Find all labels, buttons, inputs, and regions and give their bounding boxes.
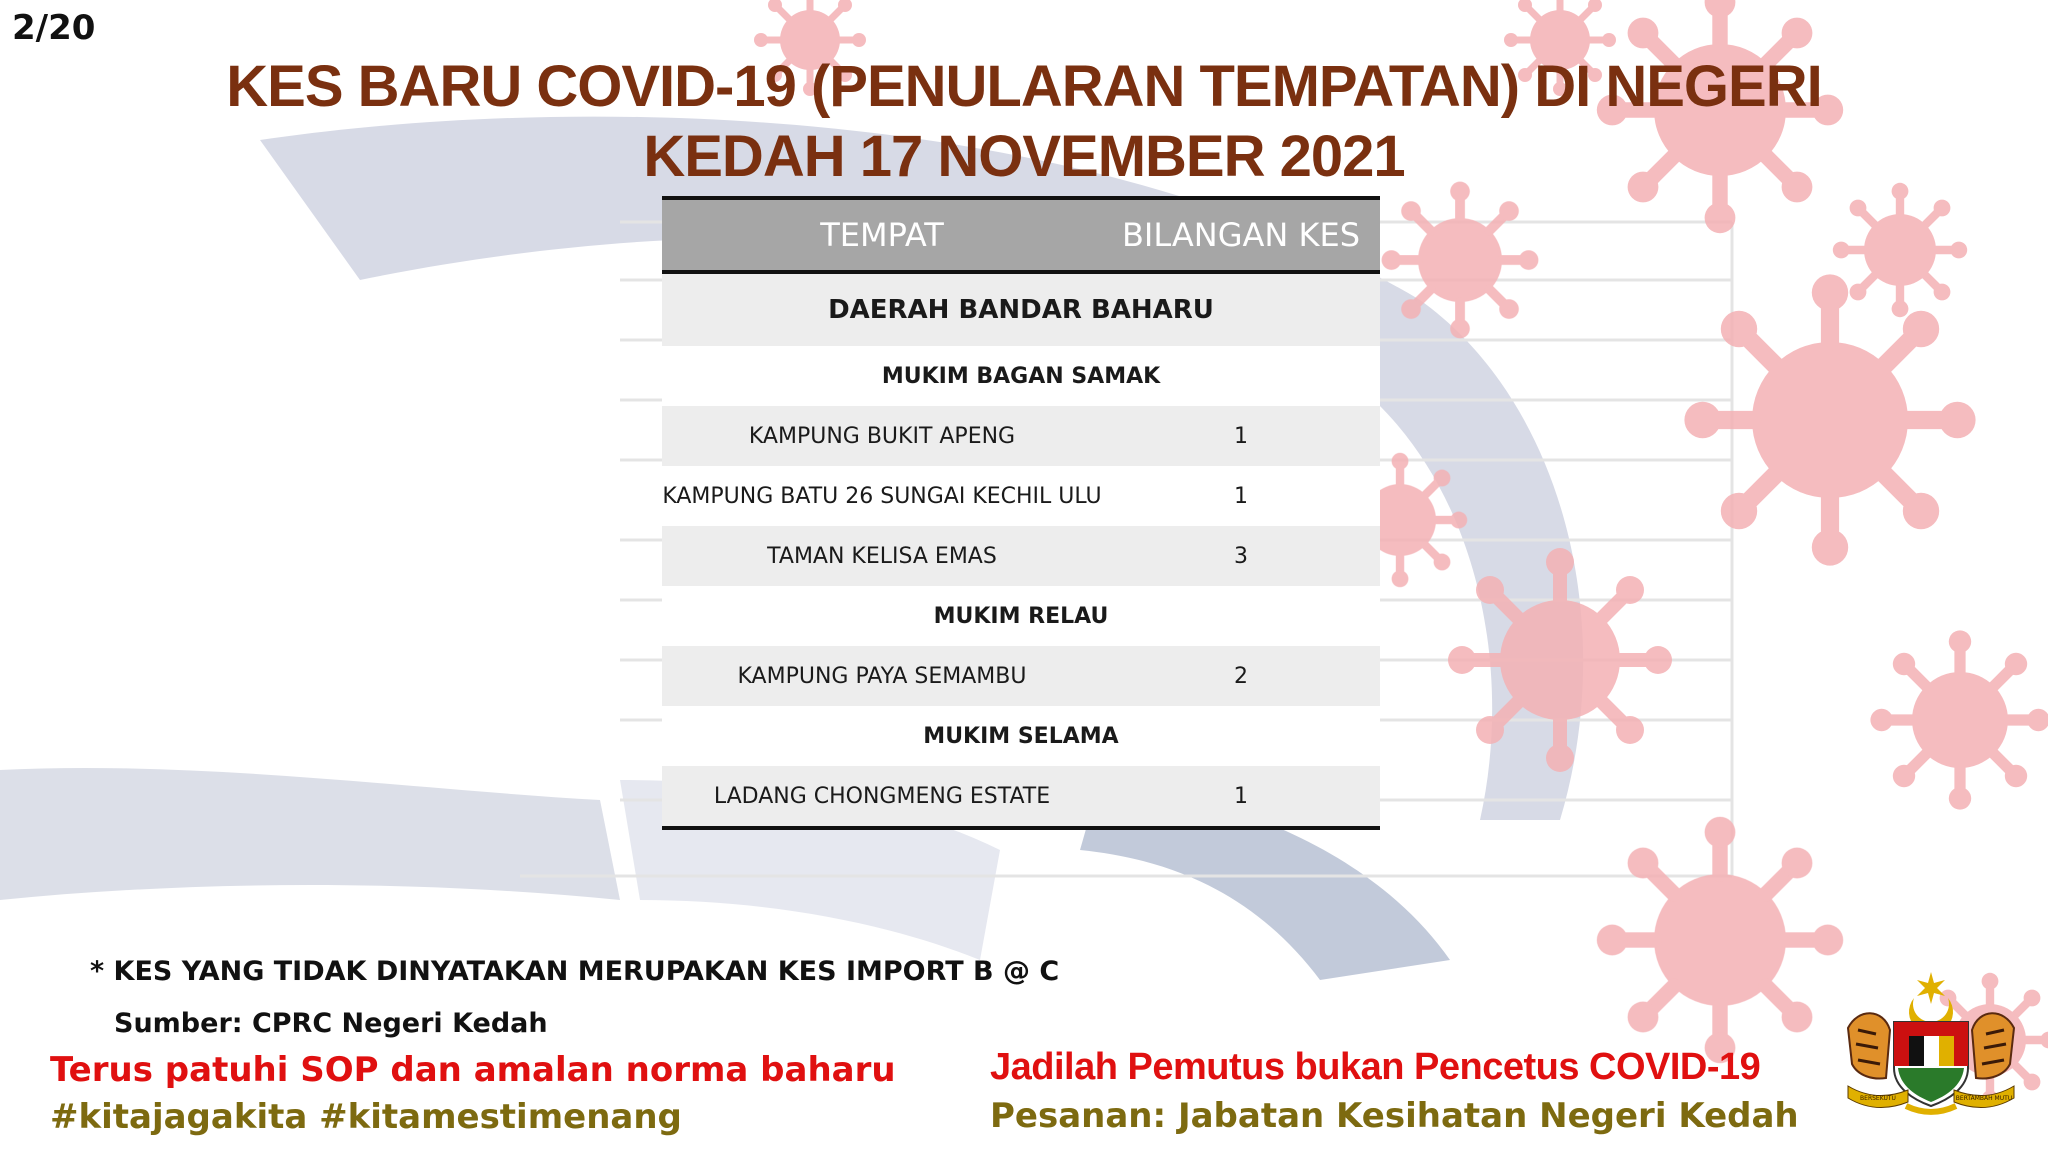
import-note: * KES YANG TIDAK DINYATAKAN MERUPAKAN KES IMPORT B @ C — [90, 956, 1060, 987]
table-row — [662, 646, 1380, 706]
district-name: DAERAH BANDAR BAHARU — [662, 272, 1380, 346]
place-name: LADANG CHONGMENG ESTATE — [662, 766, 1102, 828]
title-line-1: KES BARU COVID-19 (PENULARAN TEMPATAN) DI NEGERI — [226, 54, 1822, 119]
table-row — [662, 406, 1380, 466]
case-count: 3 — [1102, 526, 1380, 586]
place-name: TAMAN KELISA EMAS — [662, 526, 1102, 586]
mukim-row — [662, 346, 1380, 406]
credit-text: Pesanan: Jabatan Kesihatan Negeri Kedah — [990, 1096, 1799, 1136]
slogan: Jadilah Pemutus bukan Pencetus COVID-19 — [990, 1046, 1761, 1088]
malaysia-coat-of-arms-icon — [1828, 968, 2034, 1118]
case-count: 1 — [1102, 466, 1380, 526]
title-line-2: KEDAH 17 NOVEMBER 2021 — [643, 124, 1405, 189]
mukim-row — [662, 586, 1380, 646]
district-row — [662, 272, 1380, 346]
table-header-row — [662, 198, 1380, 272]
table-row — [662, 766, 1380, 828]
column-header-place: TEMPAT — [662, 198, 1102, 272]
mukim-name: MUKIM BAGAN SAMAK — [662, 346, 1380, 406]
sop-message: Terus patuhi SOP dan amalan norma baharu — [50, 1050, 896, 1090]
cases-table — [662, 196, 1380, 830]
table-row — [662, 526, 1380, 586]
page-title — [0, 52, 2048, 192]
hashtags: #kitajagakita #kitamestimenang — [50, 1097, 682, 1137]
case-count: 2 — [1102, 646, 1380, 706]
place-name: KAMPUNG PAYA SEMAMBU — [662, 646, 1102, 706]
mukim-name: MUKIM RELAU — [662, 586, 1380, 646]
case-count: 1 — [1102, 766, 1380, 828]
place-name: KAMPUNG BATU 26 SUNGAI KECHIL ULU — [662, 466, 1102, 526]
place-name: KAMPUNG BUKIT APENG — [662, 406, 1102, 466]
mukim-name: MUKIM SELAMA — [662, 706, 1380, 766]
case-count: 1 — [1102, 406, 1380, 466]
table-row — [662, 466, 1380, 526]
svg-text:BERTAMBAH MUTU: BERTAMBAH MUTU — [1955, 1095, 2013, 1102]
mukim-row — [662, 706, 1380, 766]
page-counter: 2/20 — [12, 8, 96, 48]
column-header-case-count: BILANGAN KES — [1102, 198, 1380, 272]
source-text: Sumber: CPRC Negeri Kedah — [114, 1008, 548, 1039]
svg-text:BERSEKUTU: BERSEKUTU — [1860, 1095, 1896, 1102]
